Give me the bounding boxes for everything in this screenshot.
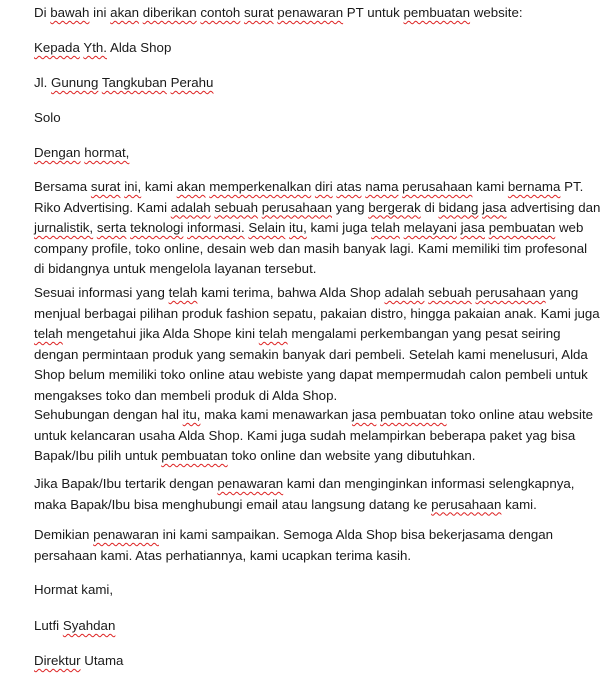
text-line: jurnalistik, serta teknologi informasi. Selain itu, kami juga telah melayani jasa pembuatan web	[34, 220, 584, 235]
paragraph-introduction	[34, 177, 600, 280]
text-line: dengan permintaan produk yang semakin banyak dari pembeli. Setelah kami menelusuri, Alda	[34, 346, 588, 362]
paragraph-background	[34, 283, 600, 406]
address-line	[34, 73, 213, 94]
text-line: Hormat kami,	[34, 582, 114, 597]
text-line: Direktur Utama	[34, 653, 124, 668]
text-line: company profile, toko online, desain web dan masih banyak lagi. Kami memiliki tim profesonal	[34, 240, 588, 256]
paragraph-contact	[34, 474, 574, 515]
text-line: Sehubungan dengan hal itu, maka kami menawarkan jasa pembuatan toko online atau website	[34, 407, 594, 422]
text-line: Bapak/Ibu pilih untuk pembuatan toko online dan website yang dibutuhkan.	[34, 448, 476, 463]
paragraph-closing	[34, 525, 553, 566]
text-line: Di bawah ini akan diberikan contoh surat penawaran PT untuk pembuatan website:	[34, 5, 523, 20]
text-line: Lutfi Syahdan	[34, 618, 116, 633]
text-line: Bersama surat ini, kami akan memperkenalkan diri atas nama perusahaan kami bernama PT.	[34, 179, 584, 194]
text-line: untuk kelancaran usaha Alda Shop. Kami juga sudah melampirkan beberapa paket yag bisa	[34, 427, 576, 443]
text-line: Kepada Yth. Alda Shop	[34, 40, 172, 55]
text-line: persahaan kami. Atas perhatiannya, kami ucapkan terima kasih.	[34, 547, 412, 563]
text-line: di bidangnya untuk mengelola layanan tersebut.	[34, 261, 317, 276]
text-line: Riko Advertising. Kami adalah sebuah perusahaan yang bergerak di bidang jasa advertising dan	[34, 199, 600, 215]
text-line: mengakses toko dan membeli produk di Alda Shop.	[34, 387, 338, 403]
text-line: Demikian penawaran ini kami sampaikan. Semoga Alda Shop bisa bekerjasama dengan	[34, 527, 554, 542]
text-line: telah mengetahui jika Alda Shope kini telah mengalami perkembangan yang pesat seiring	[34, 326, 561, 341]
intro-line	[34, 3, 523, 24]
text-line: Solo	[34, 110, 61, 125]
closing-line	[34, 580, 113, 601]
paragraph-offer	[34, 405, 593, 467]
greeting-line	[34, 143, 129, 164]
text-line: Jl. Gunung Tangkuban Perahu	[34, 75, 214, 90]
text-line: Shop belum memiliki toko online atau webiste yang dapat mempermudah calon pembeli untuk	[34, 367, 588, 382]
text-line: maka Bapak/Ibu bisa menghubungi email atau langsung datang ke perusahaan kami.	[34, 496, 537, 512]
text-line: Sesuai informasi yang telah kami terima, bahwa Alda Shop adalah sebuah perusahaan yang	[34, 285, 579, 300]
city-line	[34, 108, 61, 129]
text-line: Jika Bapak/Ibu tertarik dengan penawaran kami dan menginginkan informasi selengkapnya,	[34, 476, 575, 491]
recipient-line	[34, 38, 171, 59]
signer-title	[34, 651, 123, 672]
text-line: Dengan hormat,	[34, 145, 130, 160]
signer-name	[34, 616, 115, 637]
text-line: menjual berbagai pilihan produk fashion sepatu, pakaian distro, hingga pakaian anak. Kami juga	[34, 305, 600, 321]
